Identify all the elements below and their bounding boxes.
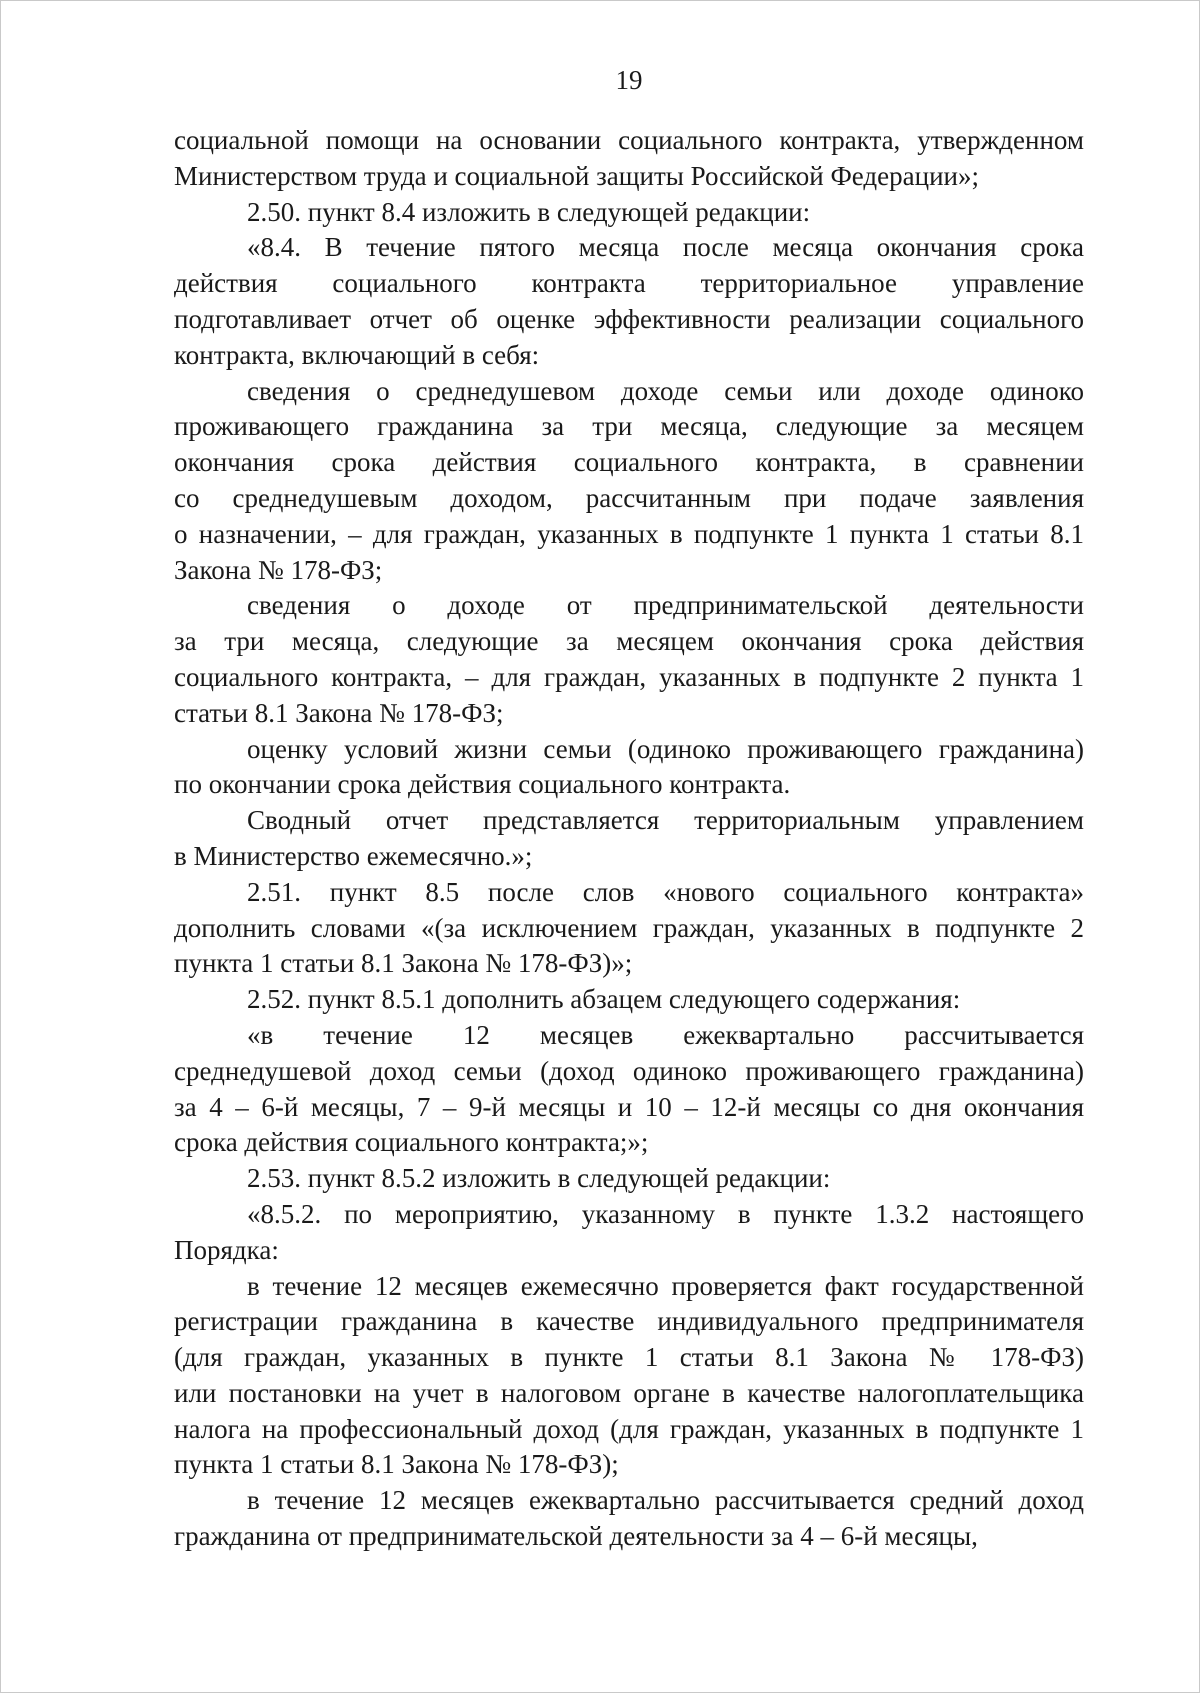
text-line: срока действия социального контракта;»; bbox=[174, 1127, 649, 1158]
text-line: Министерством труда и социальной защиты Российской Федерации»; bbox=[174, 160, 979, 191]
text-line: 2.50. пункт 8.4 изложить в следующей редакции: bbox=[247, 196, 811, 227]
text-line: Сводный отчет представляется территориальным управлением bbox=[247, 805, 1084, 836]
text-line: за 4 – 6-й месяцы, 7 – 9-й месяцы и 10 – 12-й месяцы со дня окончания bbox=[174, 1091, 1084, 1122]
text-line: социального контракта, – для граждан, указанных в подпункте 2 пункта 1 bbox=[174, 661, 1084, 692]
text-line: социальной помощи на основании социального контракта, утвержденном bbox=[174, 125, 1084, 155]
paragraph bbox=[174, 588, 1084, 731]
text-line: 2.53. пункт 8.5.2 изложить в следующей редакции: bbox=[247, 1163, 831, 1194]
text-line: со среднедушевым доходом, рассчитанным при подаче заявления bbox=[174, 482, 1084, 513]
text-line: пункта 1 статьи 8.1 Закона № 178-ФЗ)»; bbox=[174, 948, 633, 979]
text-line: или постановки на учет в налоговом органе в качестве налогоплательщика bbox=[174, 1377, 1084, 1408]
text-line: проживающего гражданина за три месяца, следующие за месяцем bbox=[174, 411, 1084, 442]
text-line: по окончании срока действия социального контракта. bbox=[174, 769, 791, 800]
paragraph bbox=[174, 230, 1084, 373]
text-line: (для граждан, указанных в пункте 1 статьи 8.1 Закона № 178-ФЗ) bbox=[174, 1342, 1084, 1373]
text-line: сведения о среднедушевом доходе семьи или доходе одиноко bbox=[247, 375, 1084, 406]
paragraph bbox=[174, 1483, 1084, 1555]
text-line: пункта 1 статьи 8.1 Закона № 178-ФЗ); bbox=[174, 1449, 619, 1480]
page-number: 19 bbox=[615, 65, 643, 95]
text-line: Порядка: bbox=[174, 1234, 279, 1265]
paragraph bbox=[174, 875, 1084, 982]
text-line: за три месяца, следующие за месяцем окончания срока действия bbox=[174, 626, 1084, 657]
paragraph bbox=[174, 1161, 1084, 1197]
paragraph bbox=[174, 732, 1084, 804]
text-line: подготавливает отчет об оценке эффективности реализации социального bbox=[174, 303, 1084, 334]
text-line: статьи 8.1 Закона № 178-ФЗ; bbox=[174, 697, 504, 728]
text-line: действия социального контракта территориальное управление bbox=[174, 268, 1084, 299]
text-line: окончания срока действия социального контракта, в сравнении bbox=[174, 447, 1084, 478]
document-page bbox=[174, 62, 1084, 1555]
text-line: гражданина от предпринимательской деятельности за 4 – 6-й месяцы, bbox=[174, 1521, 978, 1552]
text-line: регистрации гражданина в качестве индивидуального предпринимателя bbox=[174, 1306, 1084, 1337]
text-line: в течение 12 месяцев ежеквартально рассчитывается средний доход bbox=[247, 1485, 1084, 1516]
paragraph bbox=[174, 803, 1084, 875]
text-line: 2.51. пункт 8.5 после слов «нового социального контракта» bbox=[247, 876, 1084, 907]
text-line: «8.4. В течение пятого месяца после месяца окончания срока bbox=[247, 232, 1084, 263]
text-line: Закона № 178-ФЗ; bbox=[174, 554, 383, 585]
text-line: контракта, включающий в себя: bbox=[174, 339, 540, 370]
text-line: среднедушевой доход семьи (доход одиноко проживающего гражданина) bbox=[174, 1055, 1084, 1086]
text-line: «8.5.2. по мероприятию, указанному в пункте 1.3.2 настоящего bbox=[247, 1198, 1084, 1229]
text-line: о назначении, – для граждан, указанных в подпункте 1 пункта 1 статьи 8.1 bbox=[174, 518, 1084, 549]
text-line: дополнить словами «(за исключением граждан, указанных в подпункте 2 bbox=[174, 912, 1084, 943]
text-line: налога на профессиональный доход (для граждан, указанных в подпункте 1 bbox=[174, 1413, 1084, 1444]
paragraph bbox=[174, 982, 1084, 1018]
text-line: в Министерство ежемесячно.»; bbox=[174, 840, 533, 871]
paragraph bbox=[174, 374, 1084, 589]
text-line: оценку условий жизни семьи (одиноко проживающего гражданина) bbox=[247, 733, 1084, 764]
paragraph bbox=[174, 1269, 1084, 1484]
document-body bbox=[174, 123, 1084, 1555]
paragraph bbox=[174, 1197, 1084, 1269]
text-line: «в течение 12 месяцев ежеквартально рассчитывается bbox=[247, 1019, 1084, 1050]
text-line: 2.52. пункт 8.5.1 дополнить абзацем следующего содержания: bbox=[247, 984, 961, 1015]
paragraph bbox=[174, 123, 1084, 195]
text-line: в течение 12 месяцев ежемесячно проверяется факт государственной bbox=[247, 1270, 1084, 1301]
paragraph bbox=[174, 1018, 1084, 1161]
text-line: сведения о доходе от предпринимательской деятельности bbox=[247, 590, 1084, 621]
paragraph bbox=[174, 195, 1084, 231]
